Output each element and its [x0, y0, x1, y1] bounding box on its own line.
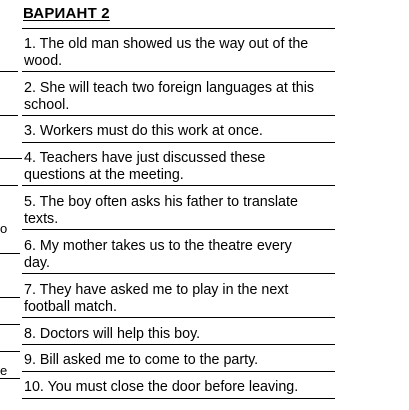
divider: [0, 71, 18, 72]
divider: [22, 317, 335, 318]
list-item: [24, 150, 336, 184]
divider: [22, 398, 335, 399]
item-text-line: 7. They have asked me to play in the next: [24, 282, 289, 298]
divider: [0, 324, 20, 325]
item-text-line: football match.: [24, 299, 117, 315]
divider: [22, 344, 335, 345]
page-title: ВАРИАНТ 2: [23, 5, 110, 22]
item-text-line: questions at the meeting.: [24, 167, 184, 183]
item-text-line: 9. Bill asked me to come to the party.: [24, 352, 259, 368]
list-item: [24, 80, 336, 114]
divider: [0, 351, 20, 352]
divider: [0, 378, 20, 379]
divider: [0, 158, 22, 159]
list-item: [24, 282, 336, 316]
list-item: [24, 238, 336, 272]
list-item: [24, 352, 336, 369]
list-item: [24, 379, 336, 396]
list-item: [24, 194, 336, 228]
divider: [22, 71, 335, 72]
list-item: [24, 326, 336, 343]
list-item: [24, 123, 336, 140]
item-text-line: 2. She will teach two foreign languages at this: [24, 80, 315, 96]
divider: [0, 253, 20, 254]
divider: [22, 28, 335, 29]
item-text-line: 3. Workers must do this work at once.: [24, 123, 263, 139]
divider: [22, 229, 335, 230]
item-text-line: 5. The boy often asks his father to translate: [24, 194, 298, 210]
item-text-line: 6. My mother takes us to the theatre every: [24, 238, 292, 254]
divider: [22, 115, 335, 116]
item-text-line: 1. The old man showed us the way out of the: [24, 36, 309, 52]
divider: [0, 185, 18, 186]
item-text-line: texts.: [24, 211, 59, 227]
list-item: [24, 36, 336, 70]
divider: [22, 142, 335, 143]
item-text-line: school.: [24, 97, 70, 113]
edge-text-fragment: e: [0, 363, 8, 378]
item-text-line: day.: [24, 255, 50, 271]
item-text-line: wood.: [24, 53, 63, 69]
divider: [0, 297, 20, 298]
item-text-line: 8. Doctors will help this boy.: [24, 326, 201, 342]
item-text-line: 4. Teachers have just discussed these: [24, 150, 266, 166]
divider: [0, 115, 18, 116]
divider: [22, 185, 335, 186]
item-text-line: 10. You must close the door before leaving.: [24, 379, 299, 395]
divider: [22, 273, 335, 274]
edge-text-fragment: o: [0, 221, 8, 236]
divider: [22, 371, 335, 372]
